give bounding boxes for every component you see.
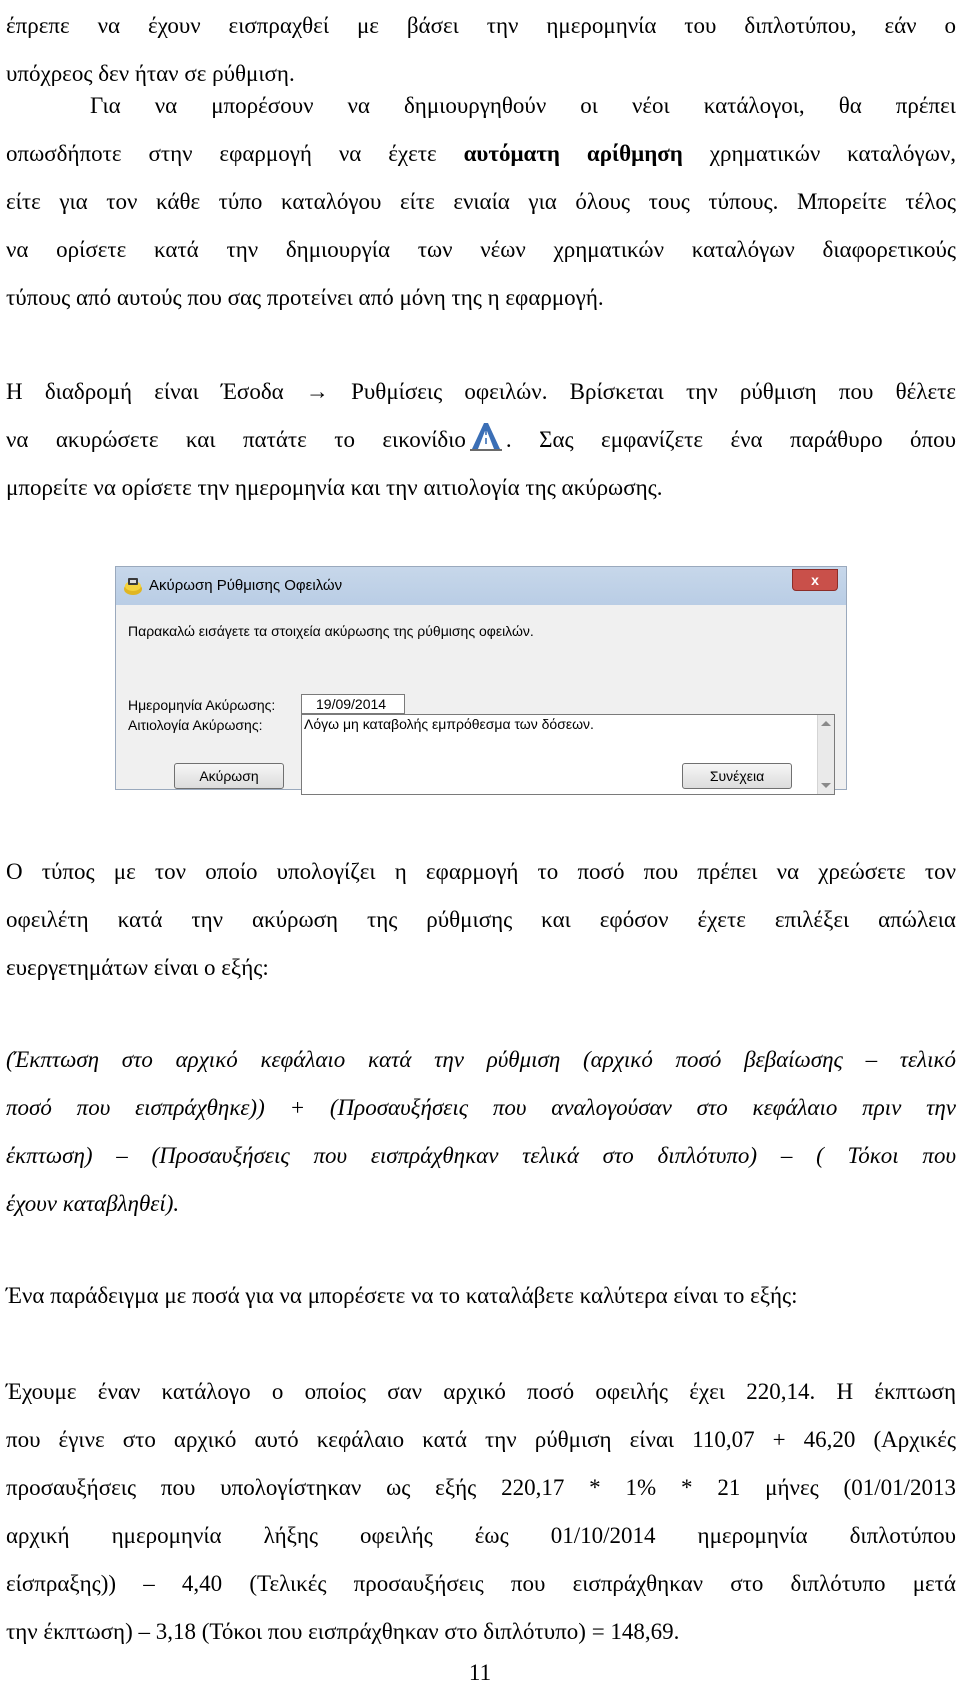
dialog-title-bar xyxy=(116,567,846,605)
text-line xyxy=(6,130,956,178)
text-line: οφειλέτη κατά την ακύρωση της ρύθμισης και εφόσον έχετε επιλέξει απώλεια xyxy=(6,907,956,932)
paragraph-3 xyxy=(6,368,956,512)
text-line: Για να μπορέσουν να δημιουργηθούν οι νέοι κατάλογοι, θα πρέπει xyxy=(90,93,956,118)
reason-text: Λόγω μη καταβολής εμπρόθεσμα των δόσεων. xyxy=(304,716,594,732)
text-line: ποσό που εισπράχθηκε)) + (Προσαυξήσεις που αναλογούσαν στο κεφάλαιο πριν την xyxy=(6,1095,956,1120)
text-line: τύπους από αυτούς που σας προτείνει από μόνη της η εφαρμογή. xyxy=(6,285,604,310)
text-line: Ο τύπος με τον οποίο υπολογίζει η εφαρμογή το ποσό που πρέπει να χρεώσετε τον xyxy=(6,859,956,884)
cancel-date-field[interactable]: 19/09/2014 xyxy=(301,694,405,714)
dialog-body xyxy=(116,605,846,789)
continue-button[interactable]: Συνέχεια xyxy=(682,763,792,789)
dialog-prompt: Παρακαλώ εισάγετε τα στοιχεία ακύρωσης της ρύθμισης οφειλών. xyxy=(128,623,534,639)
scroll-down-icon[interactable] xyxy=(821,783,831,788)
text-line: έπρεπε να έχουν εισπραχθεί με βάσει την ημερομηνία του διπλοτύπου, εάν ο xyxy=(6,13,956,38)
text-line: υπόχρεος δεν ήταν σε ρύθμιση. xyxy=(6,61,295,86)
cancel-settlement-icon xyxy=(468,420,504,450)
cancel-settlement-dialog xyxy=(115,566,847,790)
text-segment: . Σας εμφανίζετε ένα παράθυρο όπου xyxy=(505,427,956,452)
text-segment: οπωσδήποτε στην εφαρμογή να έχετε xyxy=(6,141,464,166)
paragraph-7 xyxy=(6,1368,956,1656)
text-line: που έγινε στο αρχικό αυτό κεφάλαιο κατά την ρύθμιση είναι 110,07 + 46,20 (Αρχικές xyxy=(6,1427,956,1452)
reason-label: Αιτιολογία Ακύρωσης: xyxy=(128,717,263,733)
text-line: Ένα παράδειγμα με ποσά για να μπορέσετε να το καταλάβετε καλύτερα είναι το εξής: xyxy=(6,1283,798,1308)
dialog-title: Ακύρωση Ρύθμισης Οφειλών xyxy=(149,577,343,594)
text-line: ευεργετημάτων είναι ο εξής: xyxy=(6,955,269,980)
paragraph-2 xyxy=(6,82,956,322)
text-line: έκπτωση) – (Προσαυξήσεις που εισπράχθηκαν τελικά στο διπλότυπο) – ( Τόκοι που xyxy=(6,1143,956,1168)
text-line: είτε για τον κάθε τύπο καταλόγου είτε ενιαία για όλους τους τύπους. Μπορείτε τέλος xyxy=(6,189,956,214)
paragraph-6 xyxy=(6,1272,956,1320)
text-segment: να ακυρώσετε και πατάτε το εικονίδιο xyxy=(6,427,466,452)
text-line: την έκπτωση) – 3,18 (Τόκοι που εισπράχθηκαν στο διπλότυπο) = 148,69. xyxy=(6,1619,680,1644)
text-segment: χρηματικών καταλόγων, xyxy=(682,141,956,166)
text-line: να ορίσετε κατά την δημιουργία των νέων χρηματικών καταλόγων διαφορετικούς xyxy=(6,237,956,262)
text-line: έχουν καταβληθεί). xyxy=(6,1191,180,1216)
text-line: Η διαδρομή είναι Έσοδα → Ρυθμίσεις οφειλών. Βρίσκεται την ρύθμιση που θέλετε xyxy=(6,379,956,404)
text-line: μπορείτε να ορίσετε την ημερομηνία και την αιτιολογία της ακύρωσης. xyxy=(6,475,663,500)
text-line: αρχική ημερομηνία λήξης οφειλής έως 01/10/2014 ημερομηνία διπλοτύπου xyxy=(6,1523,956,1548)
textarea-scrollbar[interactable] xyxy=(817,715,834,794)
text-line: προσαυξήσεις που υπολογίστηκαν ως εξής 220,17 * 1% * 21 μήνες (01/01/2013 xyxy=(6,1475,956,1500)
formula-paragraph xyxy=(6,1036,956,1228)
app-icon xyxy=(122,575,144,597)
scroll-up-icon[interactable] xyxy=(821,721,831,726)
paragraph-4 xyxy=(6,848,956,992)
text-line: Έχουμε έναν κατάλογο ο οποίος σαν αρχικό ποσό οφειλής έχει 220,14. Η έκπτωση xyxy=(6,1379,956,1404)
cancel-button[interactable]: Ακύρωση xyxy=(174,763,284,789)
text-line: είσπραξης)) – 4,40 (Τελικές προσαυξήσεις που εισπράχθηκαν στο διπλότυπο μετά xyxy=(6,1571,956,1596)
close-button[interactable]: x xyxy=(792,569,838,591)
page-number: 11 xyxy=(468,1660,492,1685)
text-line: (Έκπτωση στο αρχικό κεφάλαιο κατά την ρύθμιση (αρχικό ποσό βεβαίωσης – τελικό xyxy=(6,1047,956,1072)
text-line xyxy=(6,416,956,464)
date-label: Ημερομηνία Ακύρωσης: xyxy=(128,697,276,713)
bold-term: αυτόματη αρίθμηση xyxy=(463,141,683,166)
